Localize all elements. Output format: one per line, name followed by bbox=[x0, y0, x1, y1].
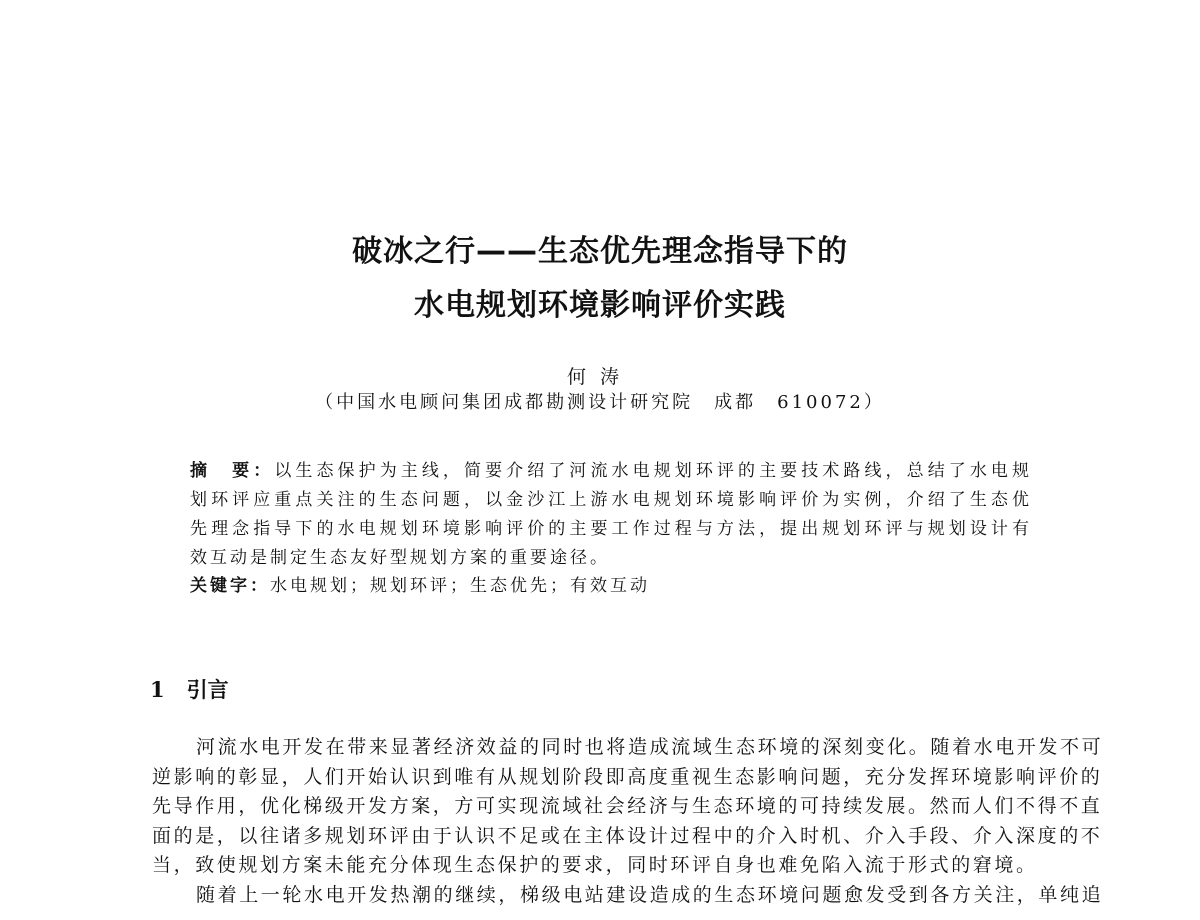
abstract-line: 先理念指导下的水电规划环境影响评价的主要工作过程与方法，提出规划环评与规划设计有 bbox=[190, 519, 1032, 539]
keywords-text: 水电规划；规划环评；生态优先；有效互动 bbox=[270, 576, 650, 596]
affiliation: （中国水电顾问集团成都勘测设计研究院 成都 610072） bbox=[315, 392, 885, 413]
body-line: 先导作用，优化梯级开发方案，方可实现流域社会经济与生态环境的可持续发展。然而人们不得不直 bbox=[152, 795, 1103, 817]
body-line: 面的是，以往诸多规划环评由于认识不足或在主体设计过程中的介入时机、介入手段、介入深度的不 bbox=[152, 825, 1103, 847]
paper-title-line-2: 水电规划环境影响评价实践 bbox=[414, 288, 786, 323]
body-line: 当，致使规划方案未能充分体现生态保护的要求，同时环评自身也难免陷入流于形式的窘境。 bbox=[152, 854, 1038, 876]
keywords bbox=[190, 571, 1032, 596]
keywords-label: 关键字： bbox=[190, 576, 270, 596]
section-heading: 1 引言 bbox=[150, 677, 229, 702]
body-line: 河流水电开发在带来显著经济效益的同时也将造成流域生态环境的深刻变化。随着水电开发不可 bbox=[196, 736, 1104, 758]
author: 何涛 bbox=[566, 366, 633, 388]
abstract-line: 划环评应重点关注的生态问题，以金沙江上游水电规划环境影响评价为实例，介绍了生态优 bbox=[190, 490, 1032, 510]
abstract-line: 摘 要：以生态保护为主线，简要介绍了河流水电规划环评的主要技术路线，总结了水电规 bbox=[190, 461, 1033, 481]
body-line: 随着上一轮水电开发热潮的继续，梯级电站建设造成的生态环境问题愈发受到各方关注，单纯追 bbox=[196, 884, 1104, 906]
abstract-label: 摘 要： bbox=[190, 461, 275, 481]
body-line: 逆影响的彰显，人们开始认识到唯有从规划阶段即高度重视生态影响问题，充分发挥环境影响评价的 bbox=[152, 766, 1103, 788]
abstract-line: 效互动是制定生态友好型规划方案的重要途径。 bbox=[190, 548, 610, 568]
paper-title-line-1: 破冰之行——生态优先理念指导下的 bbox=[352, 234, 848, 269]
